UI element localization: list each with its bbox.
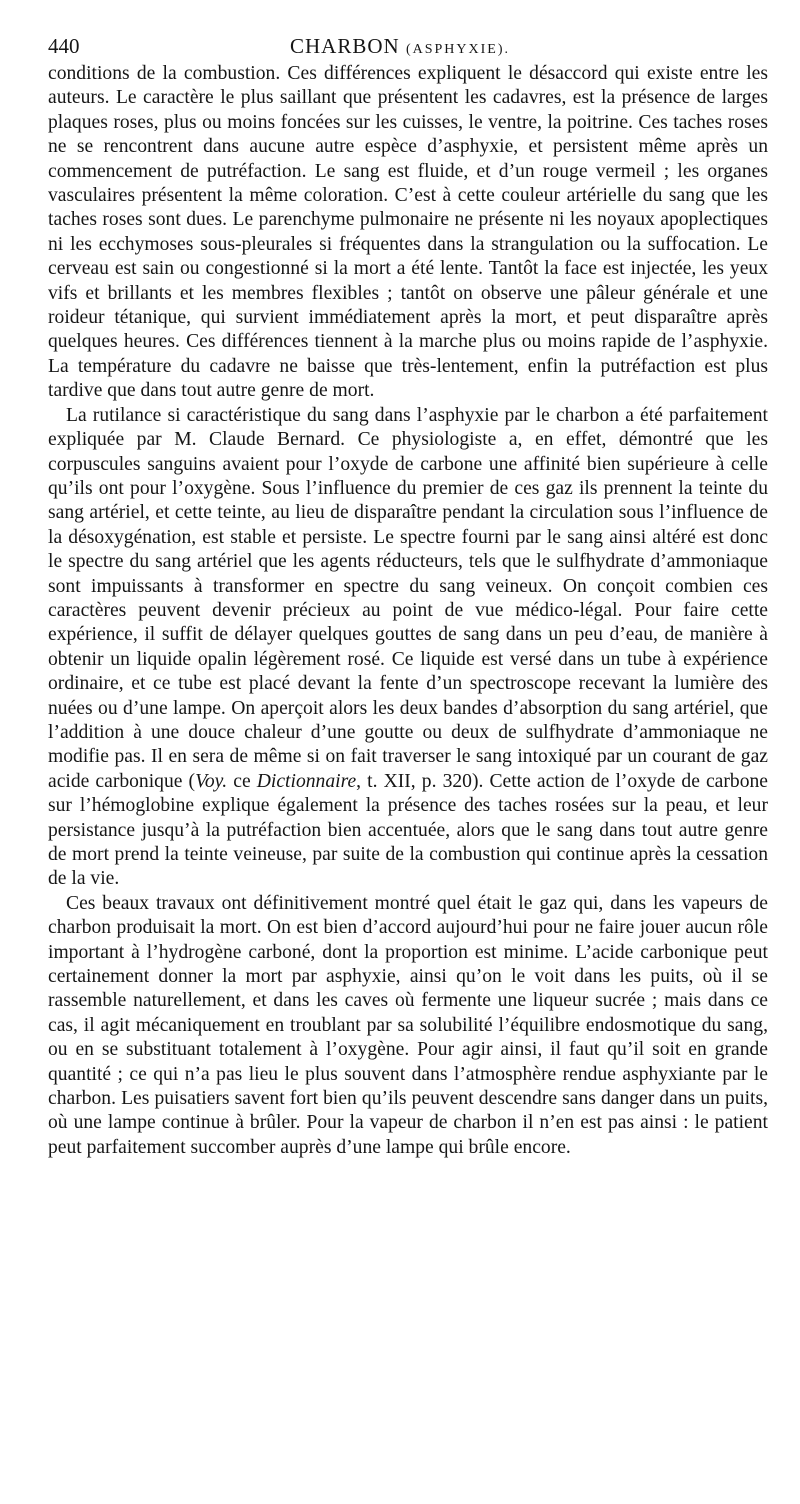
running-head — [48, 30, 752, 62]
text-run: Ces beaux travaux ont définitivement montré quel était le gaz qui, dans les vapeurs de charbon produisait la mort. On est bien d’accord aujourd’hui pour ne faire jouer aucun rôle important à l’hydrogène carboné, dont la proportion est minime. L’acide carbonique peut certainement donner la mort par asphyxie, ainsi qu’on le voit dans les puits, où il se rassemble naturellement, et dans les caves où fermente une liqueur sucrée ; mais dans ce cas, il agit mécaniquement en troublant par sa solubilité l’équilibre endosmotique du sang, ou en se substituant totalement à l’oxygène. Pour agir ainsi, il faut qu’il soit en grande quantité ; ce qui n’a pas lieu le plus souvent dans l’atmosphère rendue asphyxiante par le charbon. Les puisatiers savent fort bien qu’ils peuvent descendre sans danger dans un puits, où une lampe continue à brûler. Pour la vapeur de charbon il n’en est pas ainsi : le patient peut parfaitement succomber auprès d’une lampe qui brûle encore. — [48, 892, 768, 1158]
paragraph-2 — [48, 404, 768, 892]
paragraph-1 — [48, 62, 768, 404]
text-run: ce — [227, 770, 257, 792]
running-title-sub: (ASPHYXIE). — [405, 42, 510, 57]
italic-text-run: Dictionnaire — [256, 770, 357, 792]
paragraph-3 — [48, 892, 768, 1160]
running-title-main: CHARBON — [290, 34, 400, 58]
running-title — [48, 30, 752, 66]
italic-text-run: Voy. — [195, 770, 228, 792]
text-run: , t. XII, p. 320). Cette action de l’oxyde de carbone sur l’hémoglobine explique également la présence des taches rosées sur la peau, et leur persistance jusqu’à la putréfaction bien accentuée, alors que le sang dans tout autre genre de mort prend la teinte veineuse, par suite de la combustion qui continue après la cessation de la vie. — [48, 770, 768, 890]
page-number: 440 — [48, 34, 80, 58]
text-run: conditions de la combustion. Ces différences expliquent le désaccord qui existe entre les auteurs. Le caractère le plus saillant que présentent les cadavres, est la présence de larges plaques roses, plus ou moins foncées sur les cuisses, le ventre, la poitrine. Ces taches roses ne se rencontrent dans aucune autre espèce d’asphyxie, et persistent même après un commencement de putréfaction. Le sang est fluide, et d’un rouge vermeil ; les organes vasculaires présentent la même coloration. C’est à cette couleur artérielle du sang que les taches roses sont dues. Le parenchyme pulmonaire ne présente ni les noyaux apoplectiques ni les ecchymoses sous-pleurales si fréquentes dans la strangulation ou la suffocation. Le cerveau est sain ou congestionné si la mort a été lente. Tantôt la face est injectée, les yeux vifs et brillants et les membres flexibles ; tantôt on observe une pâleur générale et une roideur tétanique, qui survient immédiatement après la mort, et peut disparaître après quelques heures. Ces différences tiennent à la marche plus ou moins rapide de l’asphyxie. La température du cadavre ne baisse que très-lentement, enfin la putréfaction est plus tardive que dans tout autre genre de mort. — [48, 63, 768, 402]
body-text — [48, 62, 768, 1160]
text-run: La rutilance si caractéristique du sang dans l’asphyxie par le charbon a été parfaitement expliquée par M. Claude Bernard. Ce physiologiste a, en effet, démontré que les corpuscules sanguins avaient pour l’oxyde de carbone une affinité bien supérieure à celle qu’ils ont pour l’oxygène. Sous l’influence du premier de ces gaz ils prennent la teinte du sang artériel, et cette teinte, au lieu de disparaître pendant la circulation sous l’influence de la désoxygénation, est stable et persiste. Le spectre fourni par le sang ainsi altéré est donc le spectre du sang artériel que les agents réducteurs, tels que le sulfhydrate d’ammoniaque sont impuissants à transformer en spectre du sang veineux. On conçoit combien ces caractères peuvent devenir précieux au point de vue médico-légal. Pour faire cette expérience, il suffit de délayer quelques gouttes de sang dans un peu d’eau, de manière à obtenir un liquide opalin légèrement rosé. Ce liquide est versé dans un tube à expérience ordinaire, et ce tube est placé devant la fente d’un spectroscope recevant la lumière des nuées ou d’une lampe. On aperçoit alors les deux bandes d’absorption du sang artériel, que l’addition à une douce chaleur d’une goutte ou deux de sulfhydrate d’ammoniaque ne modifie pas. Il en sera de même si on fait traverser le sang intoxiqué par un courant de gaz acide carbonique ( — [48, 404, 768, 792]
